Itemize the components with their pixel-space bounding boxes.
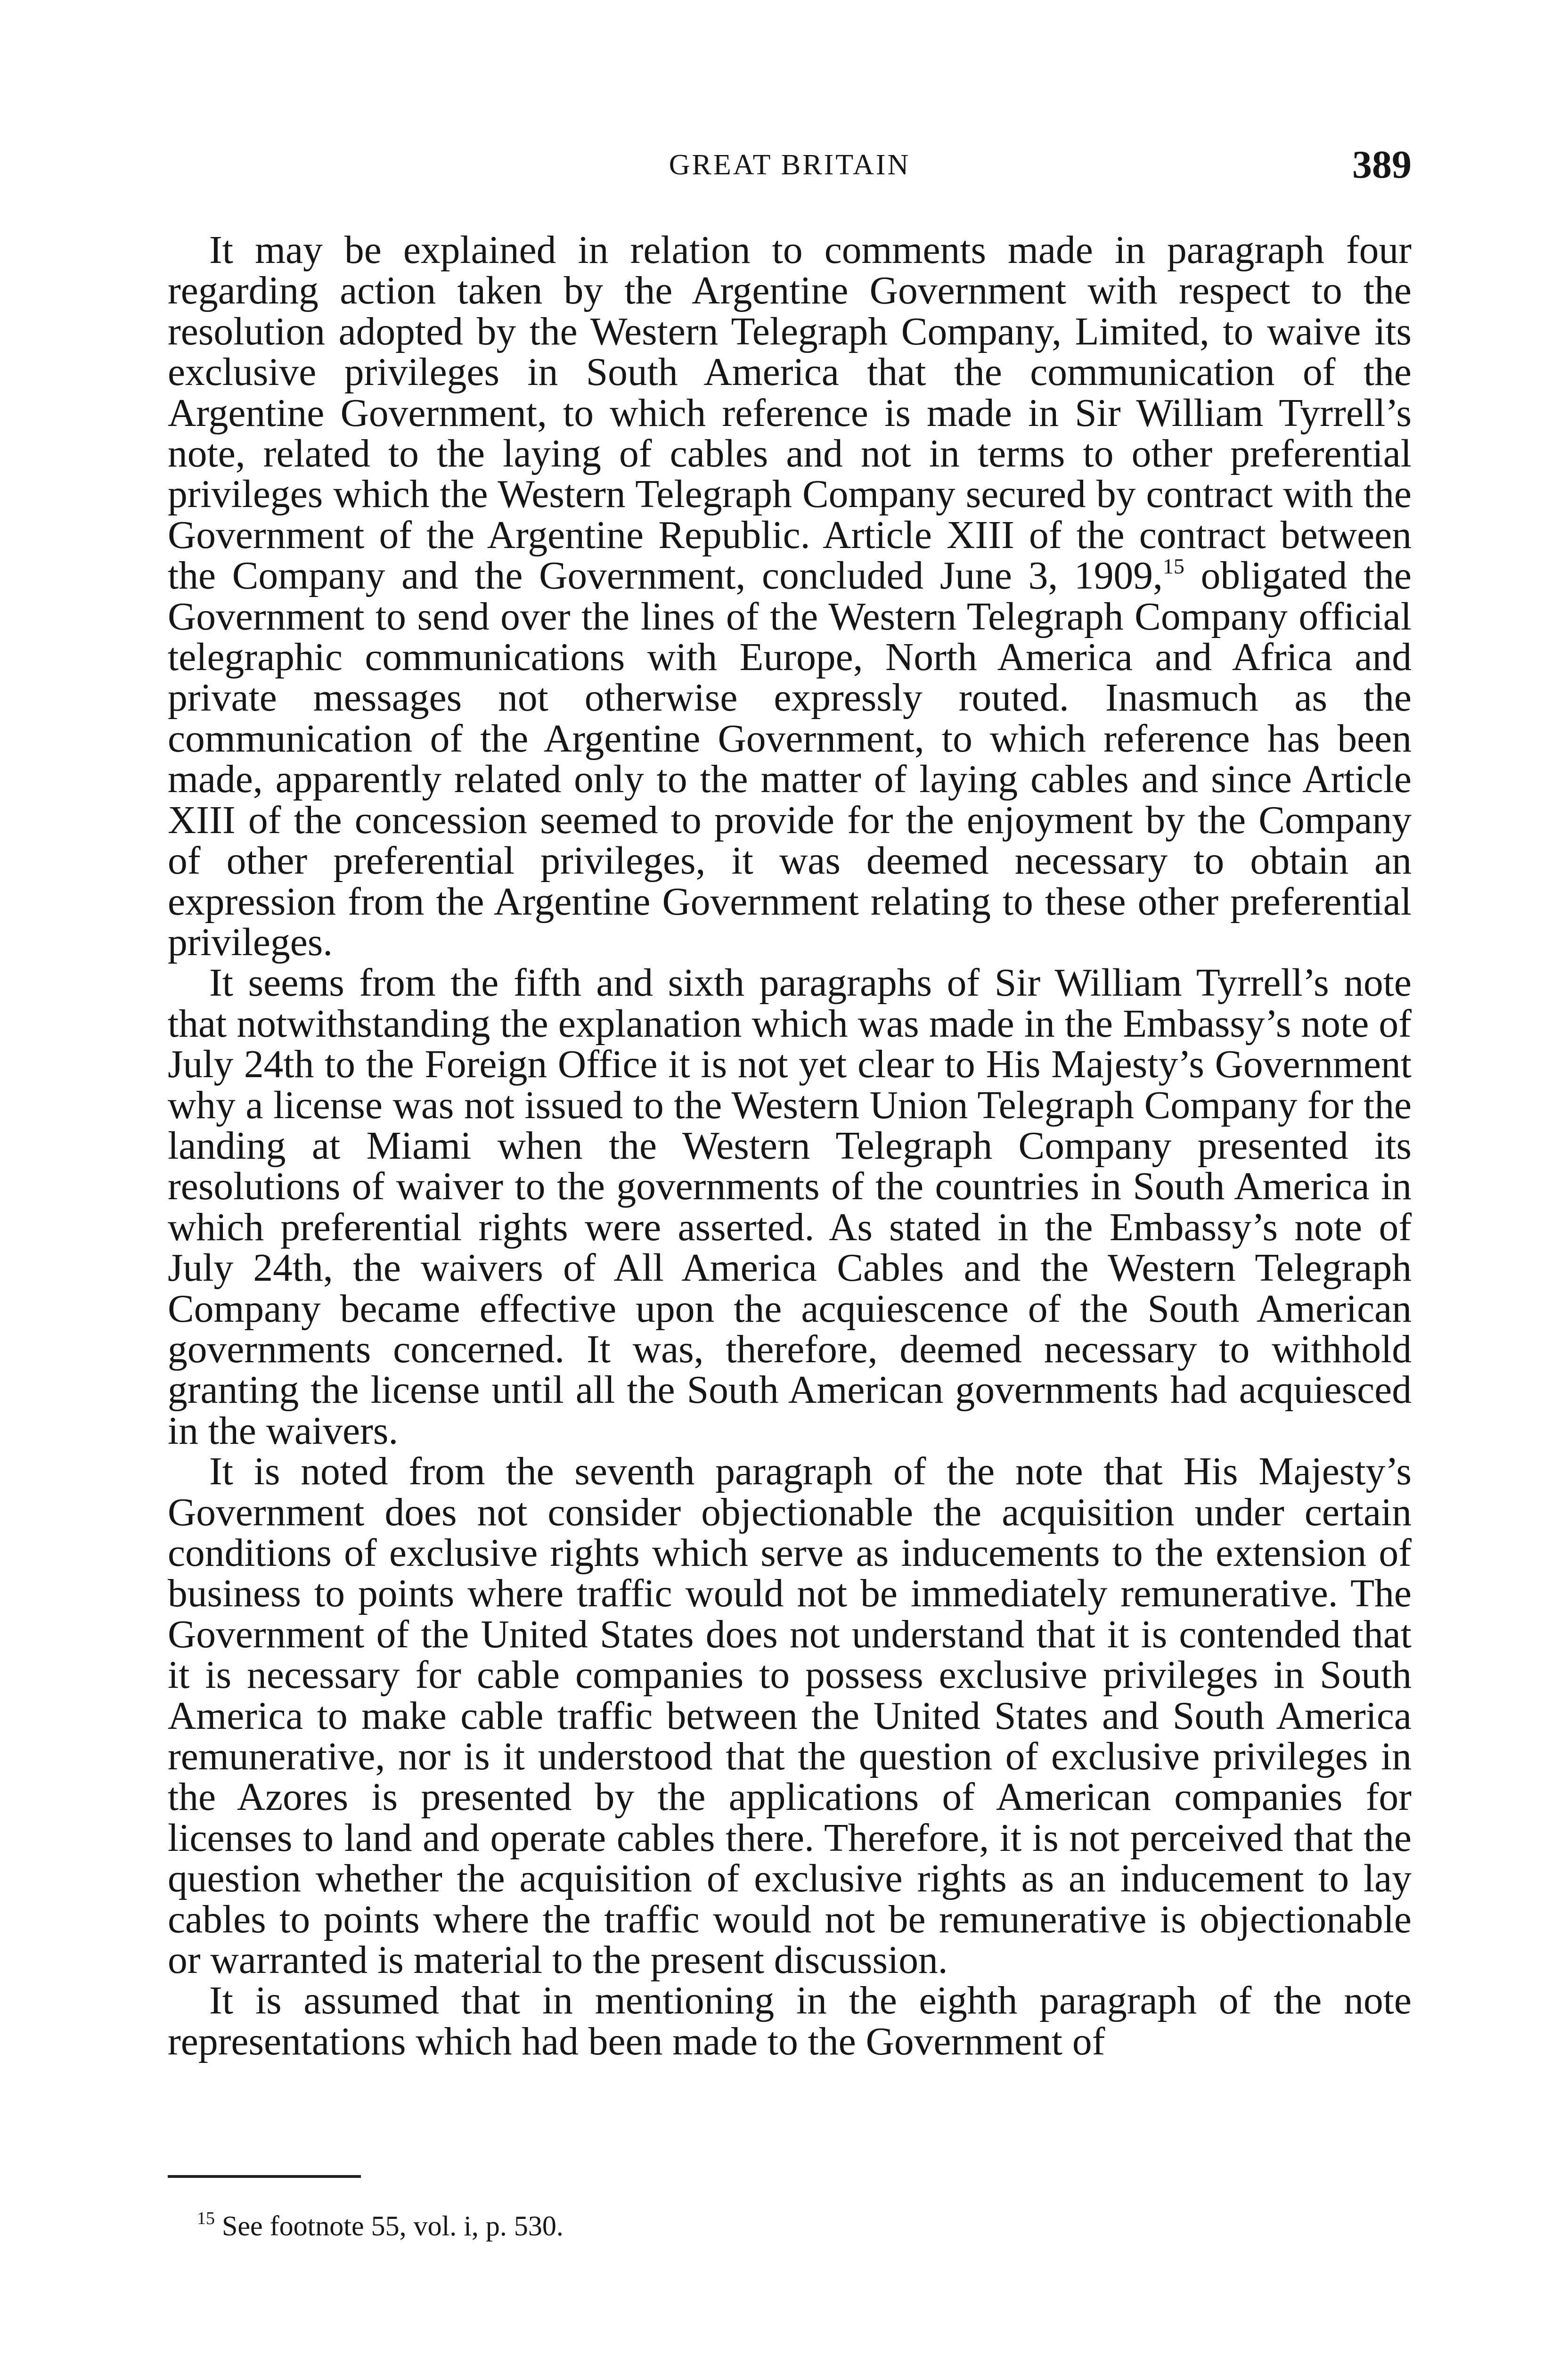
paragraph-1-text-before-note: It may be explained in relation to comments made in paragraph four regarding action taken by the Argentine Government with respect to the resolution adopted by the Western Telegraph Company, Limited, to waive its exclusive privileges in South America that the communication of the Argentine Government, to which reference is made in Sir William Tyrrell’s note, related to the laying of cables and not in terms to other preferential privileges which the Western Telegraph Company secured by contract with the Government of the Argentine Republic. Article XIII of the contract between the Company and the Government, concluded June 3, 1909,: [168, 229, 1412, 598]
paragraph-1: [168, 230, 1412, 963]
footnote-text: See footnote 55, vol. i, p. 530.: [215, 2210, 564, 2241]
footnote-divider: [168, 2175, 361, 2178]
footnote-marker: 15: [197, 2209, 215, 2228]
paragraph-4: It is assumed that in mentioning in the eighth paragraph of the note representations which had been made to the Government of: [168, 1979, 1412, 2063]
body-text: [168, 230, 1412, 2062]
footnote: [197, 2209, 564, 2243]
running-head: [168, 141, 1412, 198]
running-title: GREAT BRITAIN: [669, 149, 911, 181]
paragraph-3: It is noted from the seventh paragraph of the note that His Majesty’s Government does not consider objectionable the acquisition under certain conditions of exclusive rights which serve as inducements to the extension of business to points where traffic would not be immediately remunerative. The Government of the United States does not understand that it is contended that it is necessary for cable companies to possess exclusive privileges in South America to make cable traffic between the United States and South America remunerative, nor is it understood that the question of exclusive privileges in the Azores is presented by the applications of American companies for licenses to land and operate cables there. Therefore, it is not perceived that the question whether the acquisition of exclusive rights as an inducement to lay cables to points where the traffic would not be remunerative is objectionable or warranted is material to the present discussion.: [168, 1450, 1412, 1982]
footnote-reference: 15: [1162, 554, 1184, 579]
paragraph-2: It seems from the fifth and sixth paragraphs of Sir William Tyrrell’s note that notwithstanding the explanation which was made in the Embassy’s note of July 24th to the Foreign Office it is not yet clear to His Majesty’s Government why a license was not issued to the Western Union Telegraph Company for the landing at Miami when the Western Telegraph Company presented its resolutions of waiver to the governments of the countries in South America in which preferential rights were asserted. As stated in the Embassy’s note of July 24th, the waivers of All America Cables and the Western Telegraph Company became effective upon the acquiescence of the South American governments concerned. It was, therefore, deemed necessary to withhold granting the license until all the South American governments had acquiesced in the waivers.: [168, 961, 1412, 1453]
paragraph-1-text-after-note: obligated the Government to send over the lines of the Western Telegraph Company official telegraphic communications with Europe, North America and Africa and private messages not otherwise expressly routed. Inasmuch as the communication of the Argentine Government, to which reference has been made, apparently related only to the matter of laying cables and since Article XIII of the concession seemed to provide for the enjoyment by the Company of other preferential privileges, it was deemed necessary to obtain an expression from the Argentine Government relating to these other preferential privileges.: [168, 554, 1412, 964]
page-number: 389: [1352, 143, 1412, 187]
